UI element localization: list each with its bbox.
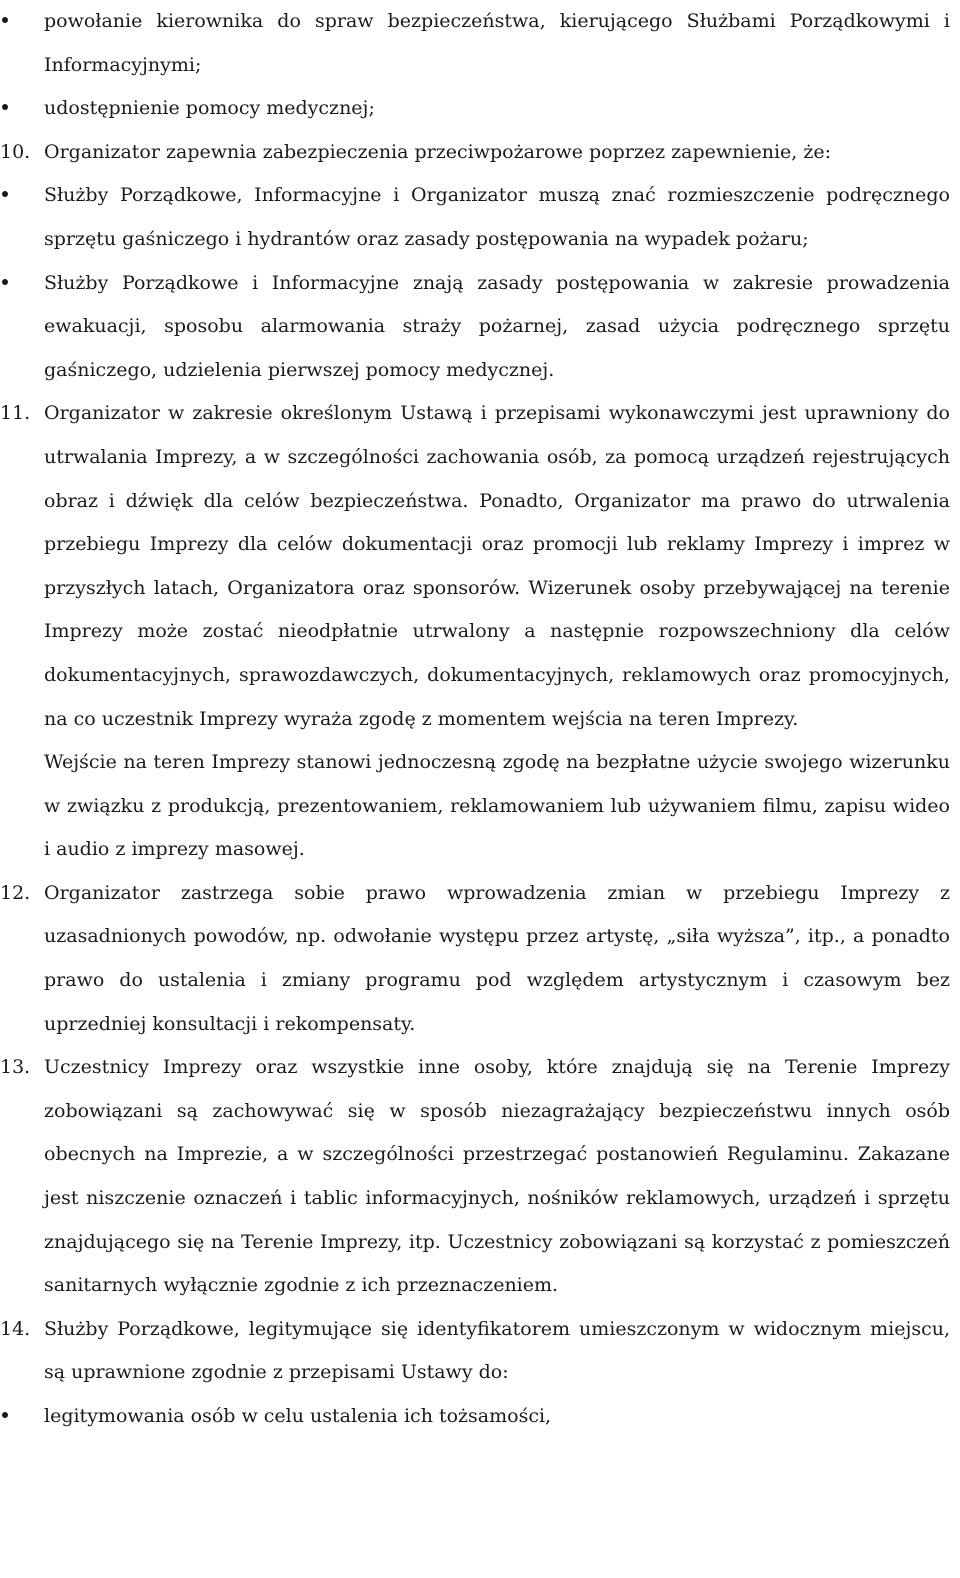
item-text: Organizator zapewnia zabezpieczenia przeciwpożarowe poprzez zapewnienie, że: — [44, 140, 831, 163]
bullet-item — [0, 174, 950, 261]
bullet-item — [0, 0, 950, 87]
item-number: 14. — [0, 1317, 31, 1340]
bullet-text: legitymowania osób w celu ustalenia ich tożsamości, — [44, 1405, 552, 1427]
item-text: Organizator w zakresie określonym Ustawą i przepisami wykonawczymi jest uprawniony do utrwalania Imprezy, a w szczególności zachowania osób, za pomocą urządzeń rejestrujących obraz i dźwięk dla celów bezpieczeństwa. Ponadto, Organizator ma prawo do utrwalenia przebiegu Imprezy dla celów dokumentacji oraz promocji lub reklamy Imprezy i imprez w przyszłych latach, Organizatora oraz sponsorów. Wizerunek osoby przebywającej na terenie Imprezy może zostać nieodpłatnie utrwalony a następnie rozpowszechniony dla celów dokumentacyjnych, sprawozdawczych, dokumentacyjnych, reklamowych oraz promocyjnych, na co uczestnik Imprezy wyraża zgodę z momentem wejścia na teren Imprezy. — [44, 402, 950, 730]
bullet-text: Służby Porządkowe, Informacyjne i Organizator muszą znać rozmieszczenie podręcznego sprzętu gaśniczego i hydrantów oraz zasady postępowania na wypadek pożaru; — [44, 184, 950, 250]
item-number: 11. — [0, 402, 31, 425]
item-text: Uczestnicy Imprezy oraz wszystkie inne osoby, które znajdują się na Terenie Imprezy zobowiązani są zachowywać się w sposób niezagrażający bezpieczeństwu innych osób obecnych na Imprezie, a w szczególności przestrzegać postanowień Regulaminu. Zakazane jest niszczenie oznaczeń i tablic informacyjnych, nośników reklamowych, urządzeń i sprzętu znajdującego się na Terenie Imprezy, itp. Uczestnicy zobowiązani są korzystać z pomieszczeń sanitarnych wyłącznie zgodnie z ich przeznaczeniem. — [44, 1056, 950, 1297]
bullet-item — [0, 1395, 950, 1439]
item-continuation: Wejście na teren Imprezy stanowi jednoczesną zgodę na bezpłatne użycie swojego wizerunku w związku z produkcją, prezentowaniem, reklamowaniem lub używaniem filmu, zapisu wideo i audio z imprezy masowej. — [44, 751, 950, 861]
bullet-text: Służby Porządkowe i Informacyjne znają zasady postępowania w zakresie prowadzenia ewakuacji, sposobu alarmowania straży pożarnej, zasad użycia podręcznego sprzętu gaśniczego, udzielenia pierwszej pomocy medycznej. — [44, 271, 950, 381]
bullet-item — [0, 262, 950, 393]
bullet-icon — [0, 262, 46, 306]
numbered-item-14 — [0, 1308, 950, 1395]
item-text: Organizator zastrzega sobie prawo wprowadzenia zmian w przebiegu Imprezy z uzasadnionych powodów, np. odwołanie występu przez artystę, „siła wyższa”, itp., a ponadto prawo do ustalenia i zmiany programu pod względem artystycznym i czasowym bez uprzedniej konsultacji i rekompensaty. — [44, 881, 950, 1035]
bullet-icon — [0, 1395, 46, 1439]
bullet-text: udostępnienie pomocy medycznej; — [44, 97, 375, 120]
item-text: Służby Porządkowe, legitymujące się identyfikatorem umieszczonym w widocznym miejscu, są uprawnione zgodnie z przepisami Ustawy do: — [44, 1317, 950, 1384]
numbered-item-13 — [0, 1046, 950, 1308]
item-number: 10. — [0, 140, 31, 163]
bullet-icon — [0, 174, 46, 218]
bullet-icon — [0, 87, 46, 131]
numbered-item-12 — [0, 872, 950, 1046]
bullet-item — [0, 87, 950, 131]
item-number: 12. — [0, 881, 31, 904]
bullet-text: powołanie kierownika do spraw bezpieczeństwa, kierującego Służbami Porządkowymi i Informacyjnymi; — [44, 10, 950, 76]
item-number: 13. — [0, 1056, 31, 1079]
numbered-item-10 — [0, 131, 950, 175]
bullet-icon — [0, 0, 46, 44]
numbered-item-11 — [0, 392, 950, 872]
